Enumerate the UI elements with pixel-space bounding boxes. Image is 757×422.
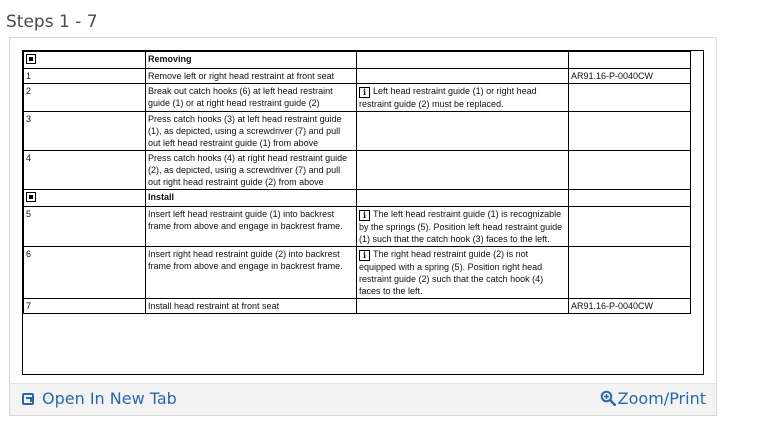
steps-panel (9, 37, 717, 416)
step-number-cell: 2 (24, 84, 146, 112)
step-note-cell (357, 207, 569, 247)
reference-cell (569, 84, 691, 112)
section-icon (26, 54, 36, 64)
info-icon: i (359, 210, 370, 221)
step-action-cell: Press catch hooks (3) at left head restraint guide (1), as depicted, using a screwdriver (7) and pull out left head restraint guide (1) from above (146, 112, 357, 151)
note-text: The right head restraint guide (2) is not equipped with a spring (5). Position right head restraint guide (2) such that the catch hook (4) faces to the left. (359, 249, 544, 296)
reference-cell (569, 112, 691, 151)
section-row (24, 190, 691, 207)
step-note-cell (357, 151, 569, 190)
step-number-cell (24, 190, 146, 207)
step-note-cell (357, 52, 569, 69)
table-row (24, 112, 691, 151)
step-number-cell (24, 52, 146, 69)
reference-cell (569, 247, 691, 299)
table-row (24, 299, 691, 314)
table-row (24, 84, 691, 112)
table-row (24, 69, 691, 84)
reference-cell (569, 190, 691, 207)
section-heading: Install (146, 190, 357, 207)
step-action-cell: Insert left head restraint guide (1) into backrest frame from above and engage in backrest frame. (146, 207, 357, 247)
table-row (24, 247, 691, 299)
note-text: Left head restraint guide (1) or right head restraint guide (2) must be replaced. (359, 86, 537, 109)
steps-table (23, 51, 691, 314)
step-action-cell: Press catch hooks (4) at right head restraint guide (2), as depicted, using a screwdriver (7) and pull out right head restraint guide (2) from above (146, 151, 357, 190)
reference-cell: AR91.16-P-0040CW (569, 69, 691, 84)
step-action-cell: Install head restraint at front seat (146, 299, 357, 314)
step-note-cell (357, 112, 569, 151)
step-note-cell (357, 84, 569, 112)
step-action-cell: Insert right head restraint guide (2) into backrest frame from above and engage in backrest frame. (146, 247, 357, 299)
step-note-cell (357, 69, 569, 84)
note-text: The left head restraint guide (1) is recognizable by the springs (5). Position left head restraint guide (1) such that the catch hook (3) faces to the left. (359, 209, 563, 244)
reference-cell: AR91.16-P-0040CW (569, 299, 691, 314)
step-action-cell: Remove left or right head restraint at front seat (146, 69, 357, 84)
info-icon: i (359, 250, 370, 261)
step-number-cell: 1 (24, 69, 146, 84)
zoom-print-link[interactable] (600, 389, 706, 408)
step-number-cell: 3 (24, 112, 146, 151)
reference-cell (569, 52, 691, 69)
section-row (24, 52, 691, 69)
info-icon: i (359, 87, 370, 98)
open-in-new-tab-link[interactable] (22, 389, 177, 408)
section-icon (26, 192, 36, 202)
page-title: Steps 1 - 7 (6, 12, 98, 32)
step-number-cell: 7 (24, 299, 146, 314)
document-image (22, 50, 704, 375)
external-link-icon (22, 393, 34, 405)
magnifier-plus-icon (600, 390, 616, 406)
step-action-cell: Break out catch hooks (6) at left head restraint guide (1) or at right head restraint guide (2) (146, 84, 357, 112)
reference-cell (569, 151, 691, 190)
step-note-cell (357, 247, 569, 299)
open-in-new-tab-label: Open In New Tab (42, 389, 177, 408)
panel-footer (10, 383, 716, 415)
step-number-cell: 6 (24, 247, 146, 299)
section-heading: Removing (146, 52, 357, 69)
table-row (24, 207, 691, 247)
step-number-cell: 5 (24, 207, 146, 247)
step-number-cell: 4 (24, 151, 146, 190)
reference-cell (569, 207, 691, 247)
table-row (24, 151, 691, 190)
step-note-cell (357, 190, 569, 207)
zoom-print-label: Zoom/Print (617, 389, 706, 408)
step-note-cell (357, 299, 569, 314)
